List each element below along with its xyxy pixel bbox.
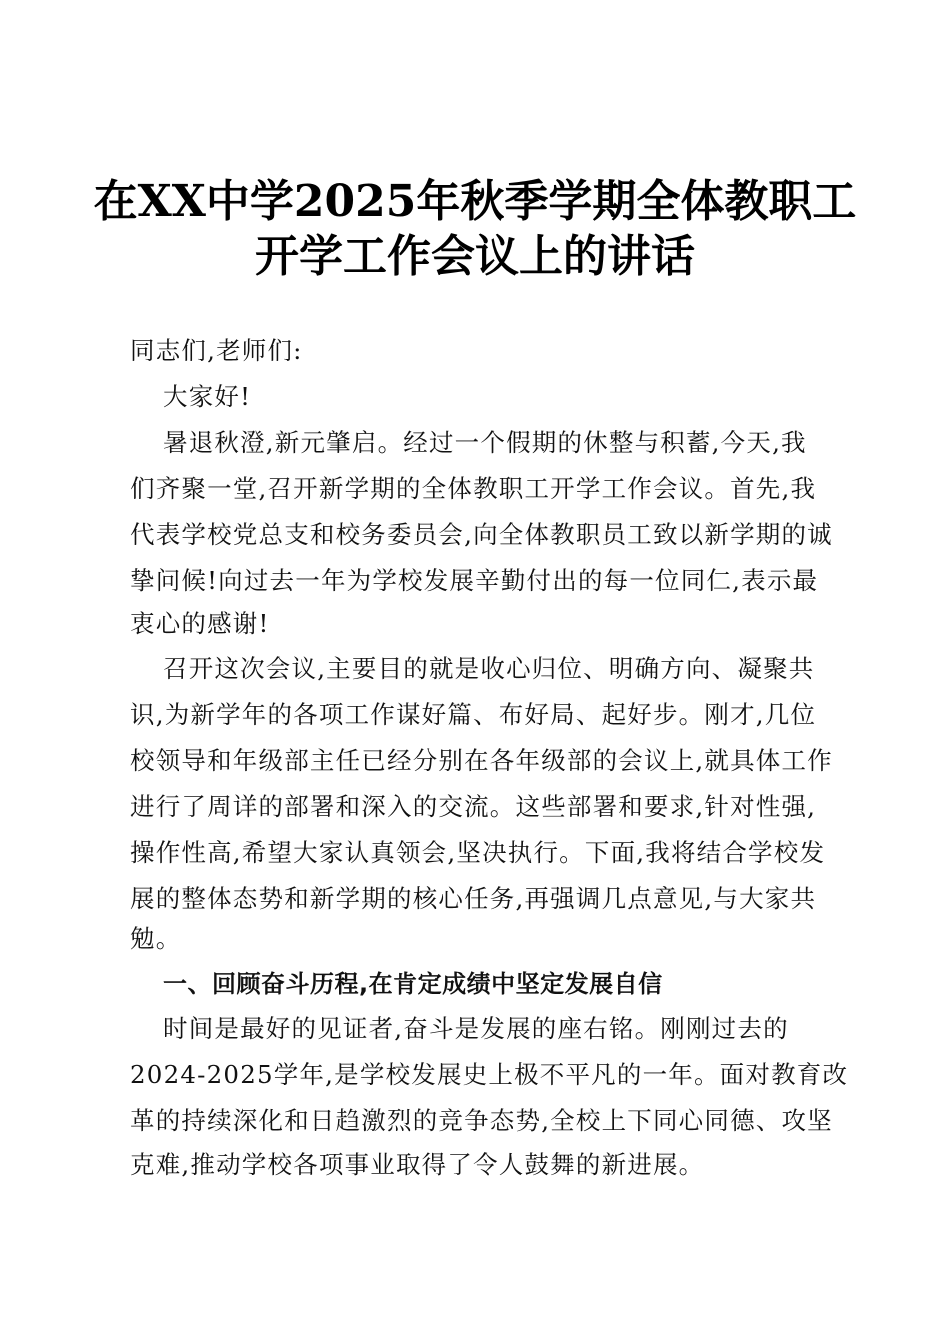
section-paragraph-line: 克难,推动学校各项事业取得了令人鼓舞的新进展。 xyxy=(130,1150,705,1179)
paragraph-2-line: 展的整体态势和新学期的核心任务,再强调几点意见,与大家共 xyxy=(130,884,817,913)
section-heading: 一、回顾奋斗历程,在肯定成绩中坚定发展自信 xyxy=(163,970,663,998)
salutation: 同志们,老师们: xyxy=(130,336,303,365)
paragraph-2-line: 校领导和年级部主任已经分别在各年级部的会议上,就具体工作 xyxy=(130,746,833,775)
document-title-line-2: 开学工作会议上的讲话 xyxy=(255,231,695,282)
section-paragraph-line: 时间是最好的见证者,奋斗是发展的座右铭。刚刚过去的 xyxy=(163,1014,789,1043)
document-title-line-1: 在XX中学2025年秋季学期全体教职工 xyxy=(93,176,857,227)
paragraph-2-line: 勉。 xyxy=(130,924,182,953)
greeting: 大家好! xyxy=(163,382,252,411)
paragraph-2-line: 进行了周详的部署和深入的交流。这些部署和要求,针对性强, xyxy=(130,792,817,821)
paragraph-2-line: 召开这次会议,主要目的就是收心归位、明确方向、凝聚共 xyxy=(163,654,815,683)
section-paragraph-line: 2024-2025学年,是学校发展史上极不平凡的一年。面对教育改 xyxy=(130,1060,849,1089)
paragraph-1-line: 代表学校党总支和校务委员会,向全体教职员工致以新学期的诚 xyxy=(130,520,833,549)
paragraph-2-line: 识,为新学年的各项工作谋好篇、布好局、起好步。刚才,几位 xyxy=(130,700,817,729)
section-paragraph-line: 革的持续深化和日趋激烈的竞争态势,全校上下同心同德、攻坚 xyxy=(130,1106,833,1135)
paragraph-1-line: 挚问候!向过去一年为学校发展辛勤付出的每一位同仁,表示最 xyxy=(130,566,819,595)
paragraph-2-line: 操作性高,希望大家认真领会,坚决执行。下面,我将结合学校发 xyxy=(130,838,826,867)
paragraph-1-line: 衷心的感谢! xyxy=(130,609,270,638)
paragraph-1-line: 暑退秋澄,新元肇启。经过一个假期的休整与积蓄,今天,我 xyxy=(163,428,807,457)
paragraph-1-line: 们齐聚一堂,召开新学期的全体教职工开学工作会议。首先,我 xyxy=(130,474,817,503)
